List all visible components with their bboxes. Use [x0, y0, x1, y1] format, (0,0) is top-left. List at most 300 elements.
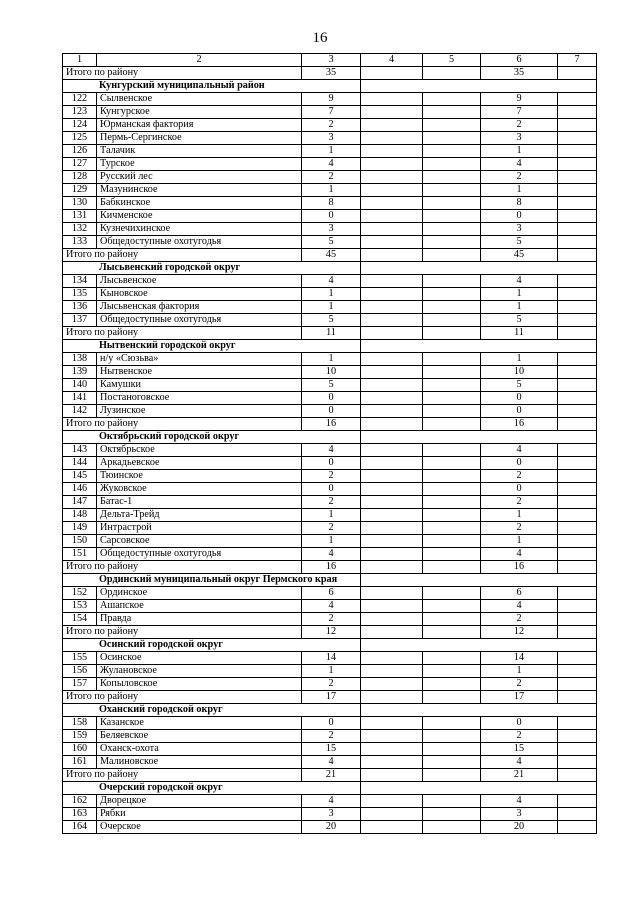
empty-cell	[423, 327, 481, 340]
empty-cell	[558, 106, 597, 119]
empty-cell	[558, 457, 597, 470]
total-col-6: 45	[481, 249, 558, 262]
row-number: 134	[63, 275, 97, 288]
total-col-3: 17	[302, 691, 361, 704]
empty-cell	[361, 275, 423, 288]
row-number: 133	[63, 236, 97, 249]
section-title: Очерский городской округ	[63, 782, 361, 795]
area-name: Постаноговское	[97, 392, 302, 405]
empty-cell	[423, 275, 481, 288]
empty-cell	[558, 678, 597, 691]
area-name: Сарсовское	[97, 535, 302, 548]
col-6-value: 2	[481, 470, 558, 483]
empty-cell	[423, 158, 481, 171]
empty-cell	[423, 366, 481, 379]
table-row	[63, 197, 597, 210]
empty-cell	[361, 522, 423, 535]
row-number: 147	[63, 496, 97, 509]
row-number: 153	[63, 600, 97, 613]
empty-cell	[558, 509, 597, 522]
empty-cell	[558, 730, 597, 743]
empty-cell	[361, 132, 423, 145]
table-row	[63, 366, 597, 379]
table-row	[63, 587, 597, 600]
area-name: Сылвенское	[97, 93, 302, 106]
section-header-row	[63, 782, 597, 795]
table-row	[63, 522, 597, 535]
table-row	[63, 119, 597, 132]
col-3-value: 2	[302, 678, 361, 691]
empty-cell	[361, 691, 423, 704]
empty-cell	[361, 769, 423, 782]
empty-cell	[361, 262, 597, 275]
area-name: Правда	[97, 613, 302, 626]
col-6-value: 2	[481, 522, 558, 535]
col-3-value: 7	[302, 106, 361, 119]
table-row	[63, 743, 597, 756]
col-3-value: 1	[302, 353, 361, 366]
empty-cell	[558, 743, 597, 756]
empty-cell	[361, 158, 423, 171]
empty-cell	[361, 327, 423, 340]
empty-cell	[423, 626, 481, 639]
col-6-value: 0	[481, 210, 558, 223]
col-3-value: 0	[302, 483, 361, 496]
col-6-value: 0	[481, 392, 558, 405]
empty-cell	[423, 392, 481, 405]
col-3-value: 4	[302, 444, 361, 457]
empty-cell	[558, 379, 597, 392]
section-header-row	[63, 340, 597, 353]
empty-cell	[423, 730, 481, 743]
empty-cell	[361, 626, 423, 639]
table-row	[63, 145, 597, 158]
table-row	[63, 184, 597, 197]
area-name: Лузинское	[97, 405, 302, 418]
row-number: 146	[63, 483, 97, 496]
empty-cell	[423, 470, 481, 483]
table-row	[63, 405, 597, 418]
empty-cell	[423, 210, 481, 223]
empty-cell	[423, 93, 481, 106]
row-number: 130	[63, 197, 97, 210]
total-col-6: 12	[481, 626, 558, 639]
area-name: Октябрьское	[97, 444, 302, 457]
col-3-value: 14	[302, 652, 361, 665]
total-row	[63, 327, 597, 340]
empty-cell	[361, 600, 423, 613]
empty-cell	[361, 496, 423, 509]
empty-cell	[423, 587, 481, 600]
section-header-row	[63, 80, 597, 93]
section-header-row	[63, 431, 597, 444]
empty-cell	[423, 67, 481, 80]
row-number: 123	[63, 106, 97, 119]
total-col-6: 21	[481, 769, 558, 782]
section-title: Нытвенский городской округ	[63, 340, 361, 353]
col-6-value: 8	[481, 197, 558, 210]
table-row	[63, 314, 597, 327]
empty-cell	[361, 145, 423, 158]
table-row	[63, 613, 597, 626]
area-name: Дельта-Трейд	[97, 509, 302, 522]
empty-cell	[558, 418, 597, 431]
empty-cell	[361, 782, 597, 795]
empty-cell	[423, 223, 481, 236]
col-3-value: 4	[302, 275, 361, 288]
row-number: 160	[63, 743, 97, 756]
empty-cell	[361, 392, 423, 405]
area-name: Дворецкое	[97, 795, 302, 808]
header-cell: 3	[302, 54, 361, 67]
total-row	[63, 67, 597, 80]
col-3-value: 1	[302, 665, 361, 678]
row-number: 126	[63, 145, 97, 158]
table-row	[63, 535, 597, 548]
col-6-value: 2	[481, 496, 558, 509]
empty-cell	[558, 769, 597, 782]
table-row	[63, 392, 597, 405]
col-6-value: 5	[481, 379, 558, 392]
row-number: 127	[63, 158, 97, 171]
total-col-6: 16	[481, 418, 558, 431]
empty-cell	[558, 548, 597, 561]
total-label: Итого по району	[63, 691, 302, 704]
header-cell: 4	[361, 54, 423, 67]
area-name: Бабкинское	[97, 197, 302, 210]
empty-cell	[361, 366, 423, 379]
empty-cell	[361, 444, 423, 457]
empty-cell	[423, 769, 481, 782]
area-name: Кыновское	[97, 288, 302, 301]
row-number: 141	[63, 392, 97, 405]
col-3-value: 4	[302, 548, 361, 561]
table-row	[63, 93, 597, 106]
table-row	[63, 236, 597, 249]
col-3-value: 1	[302, 301, 361, 314]
empty-cell	[558, 652, 597, 665]
table-row	[63, 210, 597, 223]
row-number: 154	[63, 613, 97, 626]
col-6-value: 3	[481, 132, 558, 145]
total-label: Итого по району	[63, 626, 302, 639]
section-title: Осинский городской округ	[63, 639, 361, 652]
col-6-value: 1	[481, 535, 558, 548]
table-row	[63, 652, 597, 665]
total-col-6: 11	[481, 327, 558, 340]
empty-cell	[423, 132, 481, 145]
empty-cell	[558, 821, 597, 834]
col-3-value: 0	[302, 392, 361, 405]
col-6-value: 4	[481, 548, 558, 561]
empty-cell	[558, 444, 597, 457]
area-name: н/у «Сюзьва»	[97, 353, 302, 366]
area-name: Юрманская фактория	[97, 119, 302, 132]
area-name: Ашапское	[97, 600, 302, 613]
col-3-value: 3	[302, 132, 361, 145]
row-number: 162	[63, 795, 97, 808]
row-number: 136	[63, 301, 97, 314]
total-col-3: 45	[302, 249, 361, 262]
empty-cell	[361, 509, 423, 522]
empty-cell	[361, 379, 423, 392]
col-6-value: 6	[481, 587, 558, 600]
empty-cell	[558, 626, 597, 639]
col-6-value: 1	[481, 509, 558, 522]
empty-cell	[361, 756, 423, 769]
table-row	[63, 106, 597, 119]
section-title: Октябрьский городской округ	[63, 431, 361, 444]
area-name: Талачик	[97, 145, 302, 158]
header-cell: 7	[558, 54, 597, 67]
row-number: 125	[63, 132, 97, 145]
empty-cell	[361, 418, 423, 431]
col-3-value: 0	[302, 405, 361, 418]
col-6-value: 1	[481, 288, 558, 301]
total-row	[63, 691, 597, 704]
empty-cell	[423, 821, 481, 834]
empty-cell	[558, 301, 597, 314]
row-number: 139	[63, 366, 97, 379]
empty-cell	[361, 314, 423, 327]
area-name: Кичменское	[97, 210, 302, 223]
table-row	[63, 509, 597, 522]
col-3-value: 3	[302, 223, 361, 236]
empty-cell	[558, 665, 597, 678]
row-number: 143	[63, 444, 97, 457]
empty-cell	[361, 587, 423, 600]
empty-cell	[423, 119, 481, 132]
empty-cell	[423, 717, 481, 730]
col-6-value: 9	[481, 93, 558, 106]
empty-cell	[558, 366, 597, 379]
col-3-value: 4	[302, 795, 361, 808]
col-3-value: 0	[302, 717, 361, 730]
col-6-value: 7	[481, 106, 558, 119]
empty-cell	[558, 756, 597, 769]
empty-cell	[423, 106, 481, 119]
table-row	[63, 730, 597, 743]
table-row	[63, 444, 597, 457]
area-name: Казанское	[97, 717, 302, 730]
empty-cell	[423, 496, 481, 509]
empty-cell	[423, 665, 481, 678]
col-3-value: 4	[302, 600, 361, 613]
col-6-value: 0	[481, 717, 558, 730]
table-row	[63, 496, 597, 509]
table-row	[63, 483, 597, 496]
total-col-3: 12	[302, 626, 361, 639]
empty-cell	[423, 652, 481, 665]
total-row	[63, 418, 597, 431]
empty-cell	[361, 717, 423, 730]
section-title: Кунгурский муниципальный район	[63, 80, 361, 93]
empty-cell	[361, 535, 423, 548]
empty-cell	[361, 236, 423, 249]
empty-cell	[558, 717, 597, 730]
empty-cell	[361, 288, 423, 301]
empty-cell	[423, 288, 481, 301]
col-3-value: 20	[302, 821, 361, 834]
empty-cell	[361, 80, 597, 93]
col-6-value: 5	[481, 314, 558, 327]
col-6-value: 2	[481, 119, 558, 132]
area-name: Ординское	[97, 587, 302, 600]
col-6-value: 4	[481, 275, 558, 288]
col-6-value: 0	[481, 457, 558, 470]
row-number: 124	[63, 119, 97, 132]
area-name: Рябки	[97, 808, 302, 821]
total-col-3: 16	[302, 561, 361, 574]
empty-cell	[558, 470, 597, 483]
quota-table	[62, 53, 597, 834]
col-6-value: 4	[481, 795, 558, 808]
col-3-value: 2	[302, 522, 361, 535]
row-number: 128	[63, 171, 97, 184]
empty-cell	[558, 795, 597, 808]
area-name: Кузнечихинское	[97, 223, 302, 236]
empty-cell	[361, 678, 423, 691]
table-header-row	[63, 54, 597, 67]
empty-cell	[558, 93, 597, 106]
table-row	[63, 470, 597, 483]
table-row	[63, 223, 597, 236]
empty-cell	[423, 171, 481, 184]
area-name: Пермь-Сергинское	[97, 132, 302, 145]
empty-cell	[423, 613, 481, 626]
col-3-value: 2	[302, 470, 361, 483]
col-6-value: 15	[481, 743, 558, 756]
empty-cell	[423, 535, 481, 548]
col-3-value: 4	[302, 158, 361, 171]
empty-cell	[558, 197, 597, 210]
area-name: Русский лес	[97, 171, 302, 184]
col-6-value: 4	[481, 756, 558, 769]
area-name: Очерское	[97, 821, 302, 834]
empty-cell	[361, 93, 423, 106]
col-3-value: 5	[302, 314, 361, 327]
area-name: Жулановское	[97, 665, 302, 678]
row-number: 157	[63, 678, 97, 691]
header-cell: 2	[97, 54, 302, 67]
empty-cell	[558, 522, 597, 535]
row-number: 132	[63, 223, 97, 236]
empty-cell	[423, 548, 481, 561]
section-header-row	[63, 704, 597, 717]
row-number: 161	[63, 756, 97, 769]
col-6-value: 4	[481, 444, 558, 457]
table-body	[63, 54, 597, 834]
total-label: Итого по району	[63, 67, 302, 80]
empty-cell	[558, 327, 597, 340]
area-name: Оханск-охота	[97, 743, 302, 756]
table-row	[63, 379, 597, 392]
table-row	[63, 821, 597, 834]
area-name: Кунгурское	[97, 106, 302, 119]
total-label: Итого по району	[63, 769, 302, 782]
empty-cell	[361, 652, 423, 665]
table-row	[63, 301, 597, 314]
empty-cell	[361, 548, 423, 561]
col-3-value: 0	[302, 457, 361, 470]
table-row	[63, 808, 597, 821]
table-row	[63, 717, 597, 730]
total-col-6: 16	[481, 561, 558, 574]
table-row	[63, 665, 597, 678]
total-col-3: 16	[302, 418, 361, 431]
empty-cell	[423, 145, 481, 158]
section-header-row	[63, 639, 597, 652]
row-number: 148	[63, 509, 97, 522]
empty-cell	[423, 444, 481, 457]
col-6-value: 20	[481, 821, 558, 834]
section-header-row	[63, 262, 597, 275]
col-6-value: 2	[481, 730, 558, 743]
col-3-value: 5	[302, 236, 361, 249]
empty-cell	[361, 353, 423, 366]
header-cell: 5	[423, 54, 481, 67]
empty-cell	[558, 353, 597, 366]
col-6-value: 1	[481, 184, 558, 197]
empty-cell	[558, 535, 597, 548]
row-number: 155	[63, 652, 97, 665]
row-number: 156	[63, 665, 97, 678]
empty-cell	[558, 210, 597, 223]
row-number: 150	[63, 535, 97, 548]
area-name: Общедоступные охотугодья	[97, 548, 302, 561]
col-6-value: 1	[481, 353, 558, 366]
empty-cell	[361, 613, 423, 626]
col-6-value: 5	[481, 236, 558, 249]
col-6-value: 0	[481, 483, 558, 496]
empty-cell	[423, 197, 481, 210]
col-6-value: 2	[481, 171, 558, 184]
col-3-value: 1	[302, 535, 361, 548]
table-row	[63, 132, 597, 145]
header-cell: 1	[63, 54, 97, 67]
col-3-value: 9	[302, 93, 361, 106]
col-6-value: 4	[481, 600, 558, 613]
empty-cell	[361, 483, 423, 496]
empty-cell	[423, 184, 481, 197]
col-3-value: 2	[302, 171, 361, 184]
section-title: Ординский муниципальный округ Пермского края	[63, 574, 361, 587]
row-number: 138	[63, 353, 97, 366]
empty-cell	[423, 600, 481, 613]
col-3-value: 3	[302, 808, 361, 821]
empty-cell	[558, 314, 597, 327]
empty-cell	[558, 600, 597, 613]
total-label: Итого по району	[63, 327, 302, 340]
empty-cell	[423, 418, 481, 431]
col-3-value: 2	[302, 613, 361, 626]
area-name: Беляевское	[97, 730, 302, 743]
total-row	[63, 626, 597, 639]
area-name: Малиновское	[97, 756, 302, 769]
section-title: Лысьвенский городской округ	[63, 262, 361, 275]
row-number: 145	[63, 470, 97, 483]
area-name: Мазунинское	[97, 184, 302, 197]
empty-cell	[423, 691, 481, 704]
empty-cell	[558, 184, 597, 197]
col-6-value: 3	[481, 223, 558, 236]
empty-cell	[361, 210, 423, 223]
table-row	[63, 756, 597, 769]
row-number: 142	[63, 405, 97, 418]
row-number: 164	[63, 821, 97, 834]
area-name: Общедоступные охотугодья	[97, 314, 302, 327]
empty-cell	[361, 405, 423, 418]
